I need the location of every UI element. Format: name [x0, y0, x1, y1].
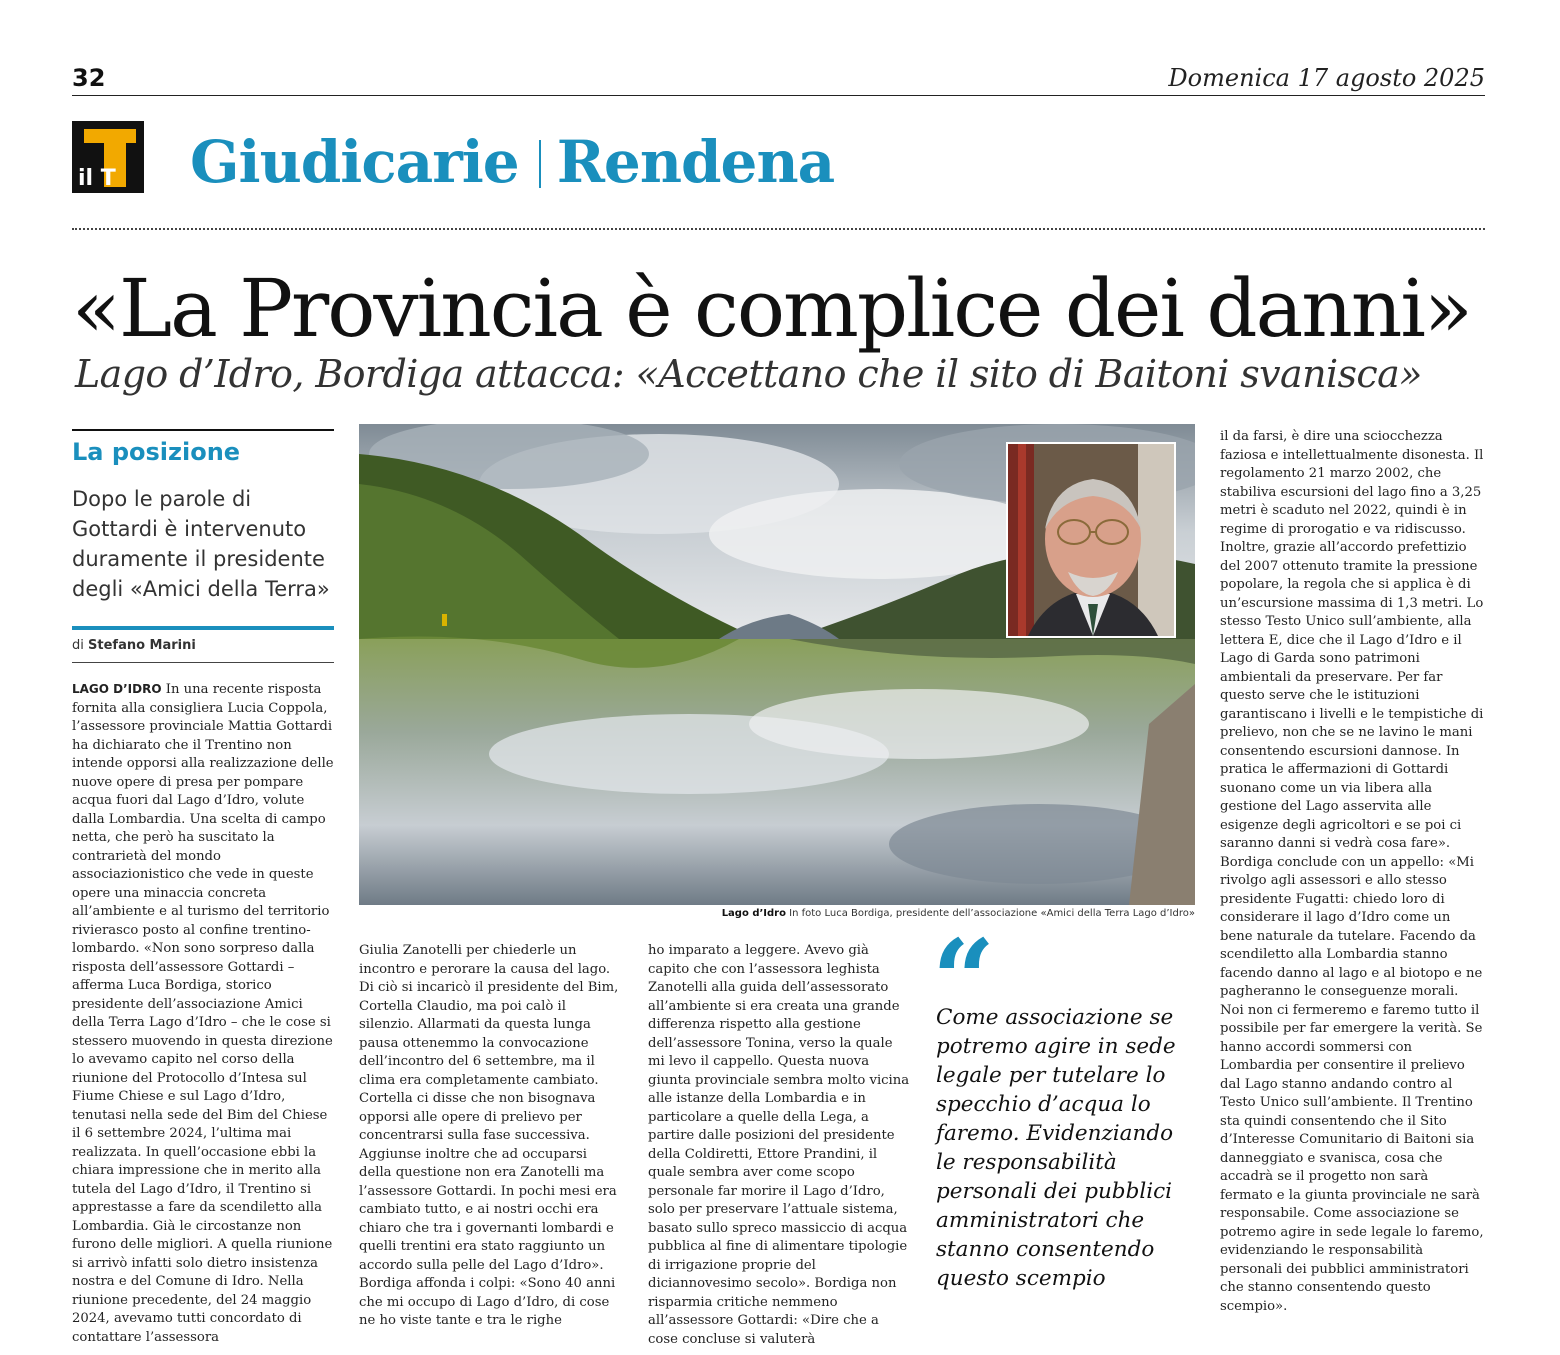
subheadline: Lago d’Idro, Bordiga attacca: «Accettano che il sito di Baitoni svanisca»: [75, 352, 1422, 396]
logo-text: il T: [78, 166, 116, 191]
box-bottom-rule: [72, 626, 334, 630]
section-left: Giudicarie: [190, 128, 519, 196]
quote-mark-icon: “: [932, 915, 996, 1044]
pull-quote: Come associazione se potremo agire in sede legale per tutelare lo specchio d’acqua lo faremo. Evidenziando le responsabilità personali dei pubblici amministratori che stanno consentendo questo scempio: [936, 1005, 1176, 1291]
byline-prefix: di: [72, 638, 84, 653]
article-column-1: [72, 680, 334, 1347]
caption-label: Lago d’Idro: [721, 908, 786, 919]
box-top-rule: [72, 429, 334, 431]
page-date: Domenica 17 agosto 2025: [1168, 64, 1485, 92]
portrait-inset: [1006, 442, 1176, 638]
article-column-2: Giulia Zanotelli per chiederle un incontro e perorare la causa del lago. Di ciò si incaricò il presidente del Bim, Cortella Claudio, ma poi calò il silenzio. Allarmati da questa lunga pausa ottenemmo la convocazione dell’incontro del 6 settembre, ma il clima era completamente cambiato. Cortella ci disse che non bisognava opporsi alle opere di prelievo per concentrarsi sulla fase successiva. Aggiunse inoltre che ad occuparsi della questione non era Zanotelli ma l’assessore Gottardi. In pochi mesi era cambiato tutto, e ai nostri occhi era chiaro che tra i governanti lombardi e quelli trentini era stato raggiunto un accordo sulla pelle del Lago d’Idro». Bordiga affonda i colpi: «Sono 40 anni che mi occupo di Lago d’Idro, di cose ne ho viste tante e tra le righe: [359, 943, 619, 1328]
page-number: 32: [72, 64, 106, 92]
box-kicker: La posizione: [72, 438, 241, 466]
section-divider: [539, 140, 541, 188]
byline-rule: [72, 662, 334, 663]
dateline: LAGO D’IDRO: [72, 682, 162, 696]
column-1-text: In una recente risposta fornita alla consigliera Lucia Coppola, l’assessore provinciale Mattia Gottardi ha dichiarato che il Trentino non intende opporsi alla realizzazione delle nuove opere di presa per pompare acqua fuori dal Lago d’Idro, volute dalla Lombardia. Una scelta di campo netta, che però ha suscitato la contrarietà del mondo associazionistico che vede in queste opere una minaccia concreta all’ambiente e al turismo del territorio rivierasco posto al confine trentino-lombardo. «Non sono sorpreso dalla risposta dell’assessore Gottardi – afferma Luca Bordiga, storico presidente dell’associazione Amici della Terra Lago d’Idro – che le cose si stessero muovendo in questa direzione lo avevamo capito nel corso della riunione del Protocollo d’Intesa sul Fiume Chiese e sul Lago d’Idro, tenutasi nella sede del Bim del Chiese il 6 settembre 2024, l’ultima mai realizzata. In quell’occasione ebbi la chiara impressione che in merito alla tutela del Lago d’Idro, il Trentino si apprestasse a fare da scendiletto alla Lombardia. Già le circostanze non furono delle migliori. A quella riunione si arrivò infatti solo dietro insistenza nostra e del Comune di Idro. Nella riunione precedente, del 24 maggio 2024, avevamo tutti concordato di contattare l’assessora: [72, 682, 334, 1345]
byline-author: Stefano Marini: [88, 638, 196, 653]
dotted-rule: [72, 228, 1485, 230]
article-column-3: ho imparato a leggere. Avevo già capito che con l’assessora leghista Zanotelli alla guida dell’assessorato all’ambiente si era creata una grande differenza rispetto alla gestione dell’assessore Tonina, verso la quale mi levo il cappello. Questa nuova giunta provinciale sembra molto vicina alle istanze della Lombardia e in particolare a quelle della Lega, a partire dalle posizioni del presidente della Coldiretti, Ettore Prandini, il quale sembra aver come scopo personale far morire il Lago d’Idro, solo per preservare l’attuale sistema, basato sullo spreco massiccio di acqua pubblica al fine di alimentare tipologie di irrigazione proprie del diciannovesimo secolo». Bordiga non risparmia critiche nemmeno all’assessore Gottardi: «Dire che a cose concluse si valuterà: [648, 943, 910, 1347]
caption-text: In foto Luca Bordiga, presidente dell’associazione «Amici della Terra Lago d’Idro»: [789, 908, 1195, 919]
photo-caption: [359, 908, 1195, 919]
byline: [72, 638, 196, 653]
section-title: [190, 128, 834, 196]
headline: «La Provincia è complice dei danni»: [72, 262, 1471, 355]
header-rule: [72, 95, 1485, 96]
section-right: Rendena: [556, 128, 835, 196]
box-text: Dopo le parole di Gottardi è intervenuto duramente il presidente degli «Amici della Terra»: [72, 487, 330, 601]
article-column-4: il da farsi, è dire una sciocchezza faziosa e intellettualmente disonesta. Il regolamento 21 marzo 2002, che stabiliva escursioni del lago fino a 3,25 metri è scaduto nel 2022, quindi è in regime di prorogatio e va ridiscusso. Inoltre, grazie all’accordo prefettizio del 2007 ottenuto tramite la pressione popolare, la regola che si applica è di un’escursione massima di 1,3 metri. Lo stesso Testo Unico sull’ambiente, alla lettera E, dice che il Lago d’Idro e il Lago di Garda sono patrimoni ambientali da preservare. Per far questo serve che le istituzioni garantiscano i livelli e le tempistiche di prelievo, non che se ne lavino le mani consentendo escursioni dannose. In pratica le affermazioni di Gottardi suonano come un via libera alla gestione del Lago asservita alle esigenze degli agricoltori e se poi ci saranno danni si vedrà cosa fare». Bordiga conclude con un appello: «Mi rivolgo agli assessori e allo stesso presidente Fugatti: chiedo loro di considerare il lago d’Idro come un bene naturale da tutelare. Facendo da scendiletto alla Lombardia stanno facendo danno al lago e al biotopo e ne pagheranno le conseguenze morali. Noi non ci fermeremo e faremo tutto il possibile per far emergere la verità. Se hanno accordi sommersi con Lombardia per consentire il prelievo dal Lago stanno andando contro al Testo Unico sull’ambiente. Il Trentino sta quindi consentendo che il Sito d’Interesse Comunitario di Baitoni sia danneggiato e svanisca, cosa che accadrà se il progetto non sarà fermato e la giunta provinciale ne sarà responsabile. Come associazione se potremo agire in sede legale lo faremo, evidenziando le responsabilità personali dei pubblici amministratori che stanno consentendo questo scempio».: [1220, 429, 1484, 1314]
newspaper-logo: [72, 121, 144, 193]
